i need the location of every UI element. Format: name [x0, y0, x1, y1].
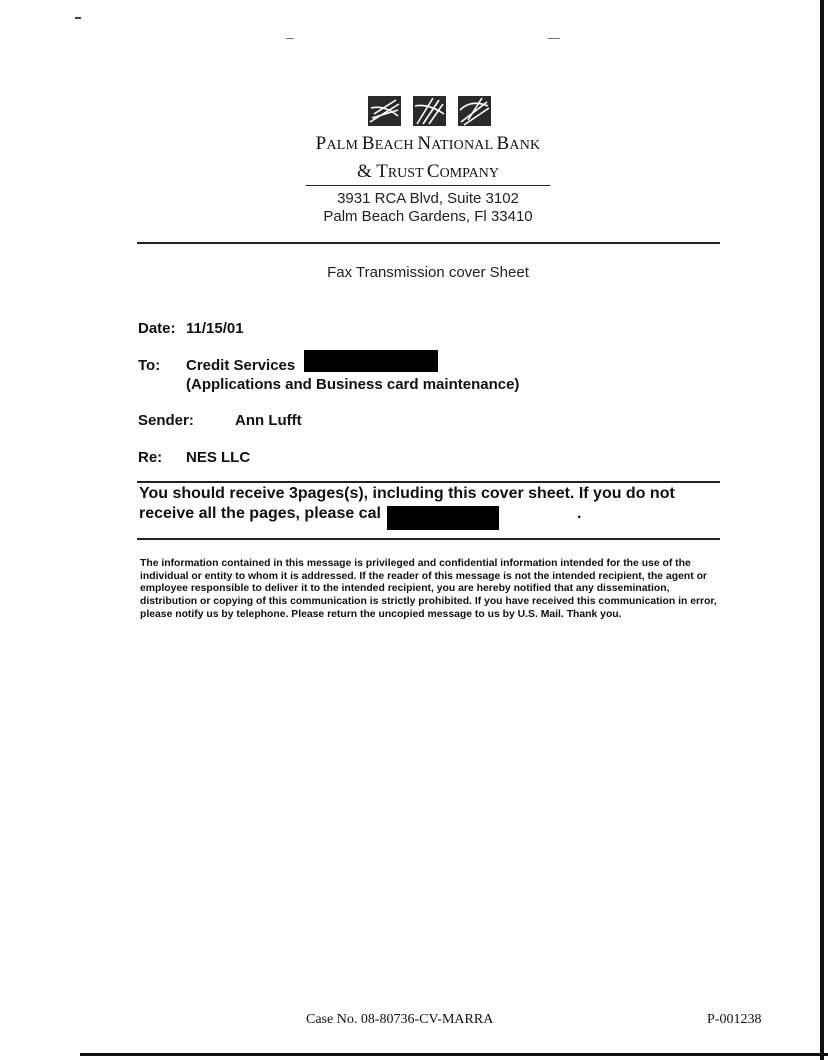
scan-speck: [548, 38, 560, 39]
header-divider: [137, 242, 720, 244]
page-id: P-001238: [707, 1012, 762, 1027]
bank-logo: [368, 96, 491, 126]
sender-label: Sender:: [138, 412, 194, 429]
to-department: (Applications and Business card maintenance): [186, 376, 520, 393]
case-number: Case No. 08-80736-CV-MARRA: [306, 1012, 494, 1027]
logo-divider: [306, 185, 550, 186]
scan-speck: [286, 38, 294, 39]
date-value: 11/15/01: [186, 320, 244, 337]
scan-speck: [75, 17, 81, 19]
to-recipient: Credit Services: [186, 357, 296, 374]
notice-top-rule: [137, 481, 720, 483]
redaction-bar: [387, 506, 499, 530]
notice-bottom-rule: [137, 538, 720, 540]
sender-value: Ann Lufft: [235, 412, 302, 429]
confidentiality-notice: The information contained in this message is privileged and confidential information intended for the use of the individual or entity to whom it is addressed. If the reader of this message is not the intended recipient, the agent or employee responsible to deliver it to the intended recipient, you are hereby notified that any dissemination, distribution or copying of this communication is strictly prohibited. If you have received this communication in error, please notify us by telephone. Please return the uncopied message to us by U.S. Mail. Thank you.: [140, 558, 717, 620]
to-label: To:: [138, 357, 161, 374]
scan-edge-right: [820, 0, 824, 1060]
palm-tile-icon: [413, 96, 446, 126]
notice-line2: receive all the pages, please cal: [139, 505, 381, 522]
bank-name-line2: & TRUST COMPANY: [357, 161, 499, 182]
bank-address-line2: Palm Beach Gardens, Fl 33410: [323, 208, 533, 225]
bank-name-line1: PALM BEACH NATIONAL BANK: [315, 133, 541, 154]
palm-tile-icon: [368, 96, 401, 126]
re-label: Re:: [138, 449, 163, 466]
page-title: Fax Transmission cover Sheet: [327, 264, 529, 281]
palm-tile-icon: [458, 96, 491, 126]
bank-address-line1: 3931 RCA Blvd, Suite 3102: [337, 190, 519, 207]
scan-edge-bottom: [80, 1053, 828, 1056]
re-value: NES LLC: [186, 449, 251, 466]
notice-line1: You should receive 3pages(s), including this cover sheet. If you do not: [139, 485, 675, 502]
redaction-bar: [304, 350, 438, 372]
notice-tail: .: [577, 505, 582, 522]
date-label: Date:: [138, 320, 176, 337]
